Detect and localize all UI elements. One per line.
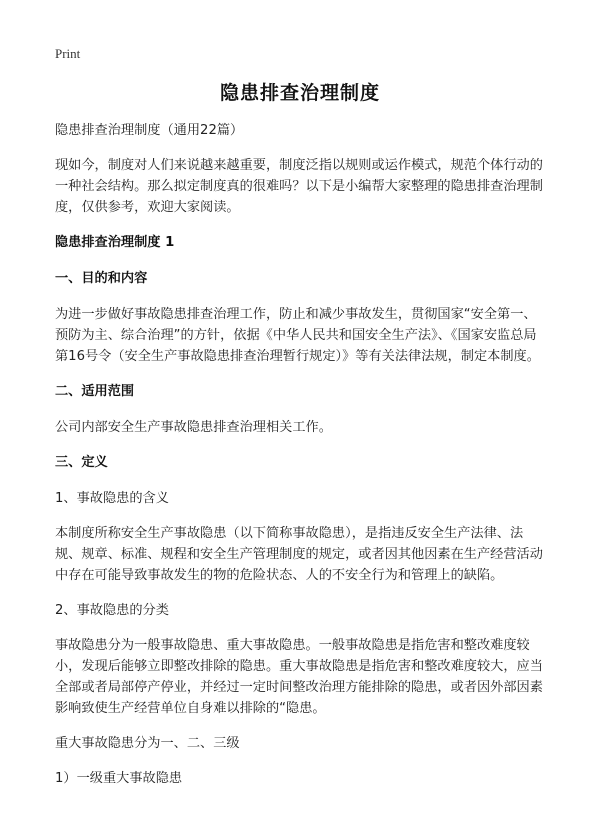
heading-definition: 三、定义 [55,455,108,470]
document-body [55,120,547,803]
paragraph-meaning: 本制度所称安全生产事故隐患（以下简称事故隐患），是指违反安全生产法律、法规、规章、标准、规程和安全生产管理制度的规定，或者因其他因素在生产经营活动中存在可能导致事故发生的物的危险状态、人的不安全行为和管理上的缺陷。 [55,526,543,583]
paragraph-level-one: 1）一级重大事故隐患 [55,771,183,786]
intro-paragraph: 现如今，制度对人们来说越来越重要，制度泛指以规则或运作模式，规范个体行动的一种社会结构。那么拟定制度真的很难吗？以下是小编帮大家整理的隐患排查治理制度，仅供参考，欢迎大家阅读。 [55,158,543,215]
page-title: 隐患排查治理制度 [219,82,380,104]
document-subtitle: 隐患排查治理制度（通用22篇） [55,123,244,138]
subheading-meaning: 1、事故隐患的含义 [55,491,169,506]
paragraph-purpose: 为进一步做好事故隐患排查治理工作，防止和减少事故发生，贯彻国家“安全第一、预防为主、综合治理”的方针，依据《中华人民共和国安全生产法》、《国家安监总局第16号令（安全生产事故隐患排查治理暂行规定）》等有关法律法规，制定本制度。 [55,307,540,364]
print-link[interactable]: Print [55,46,81,61]
paragraph-major-levels: 重大事故隐患分为一、二、三级 [55,736,240,751]
subheading-classification: 2、事故隐患的分类 [55,603,169,618]
paragraph-scope: 公司内部安全生产事故隐患排查治理相关工作。 [55,420,332,435]
heading-purpose: 一、目的和内容 [55,271,148,286]
heading-scope: 二、适用范围 [55,384,135,399]
section-title: 隐患排查治理制度 1 [55,235,175,250]
paragraph-classification: 事故隐患分为一般事故隐患、重大事故隐患。一般事故隐患是指危害和整改难度较小，发现后能够立即整改排除的隐患。重大事故隐患是指危害和整改难度较大，应当全部或者局部停产停业，并经过一定时间整改治理方能排除的隐患，或者因外部因素影响致使生产经营单位自身难以排除的“隐患。 [55,638,543,716]
